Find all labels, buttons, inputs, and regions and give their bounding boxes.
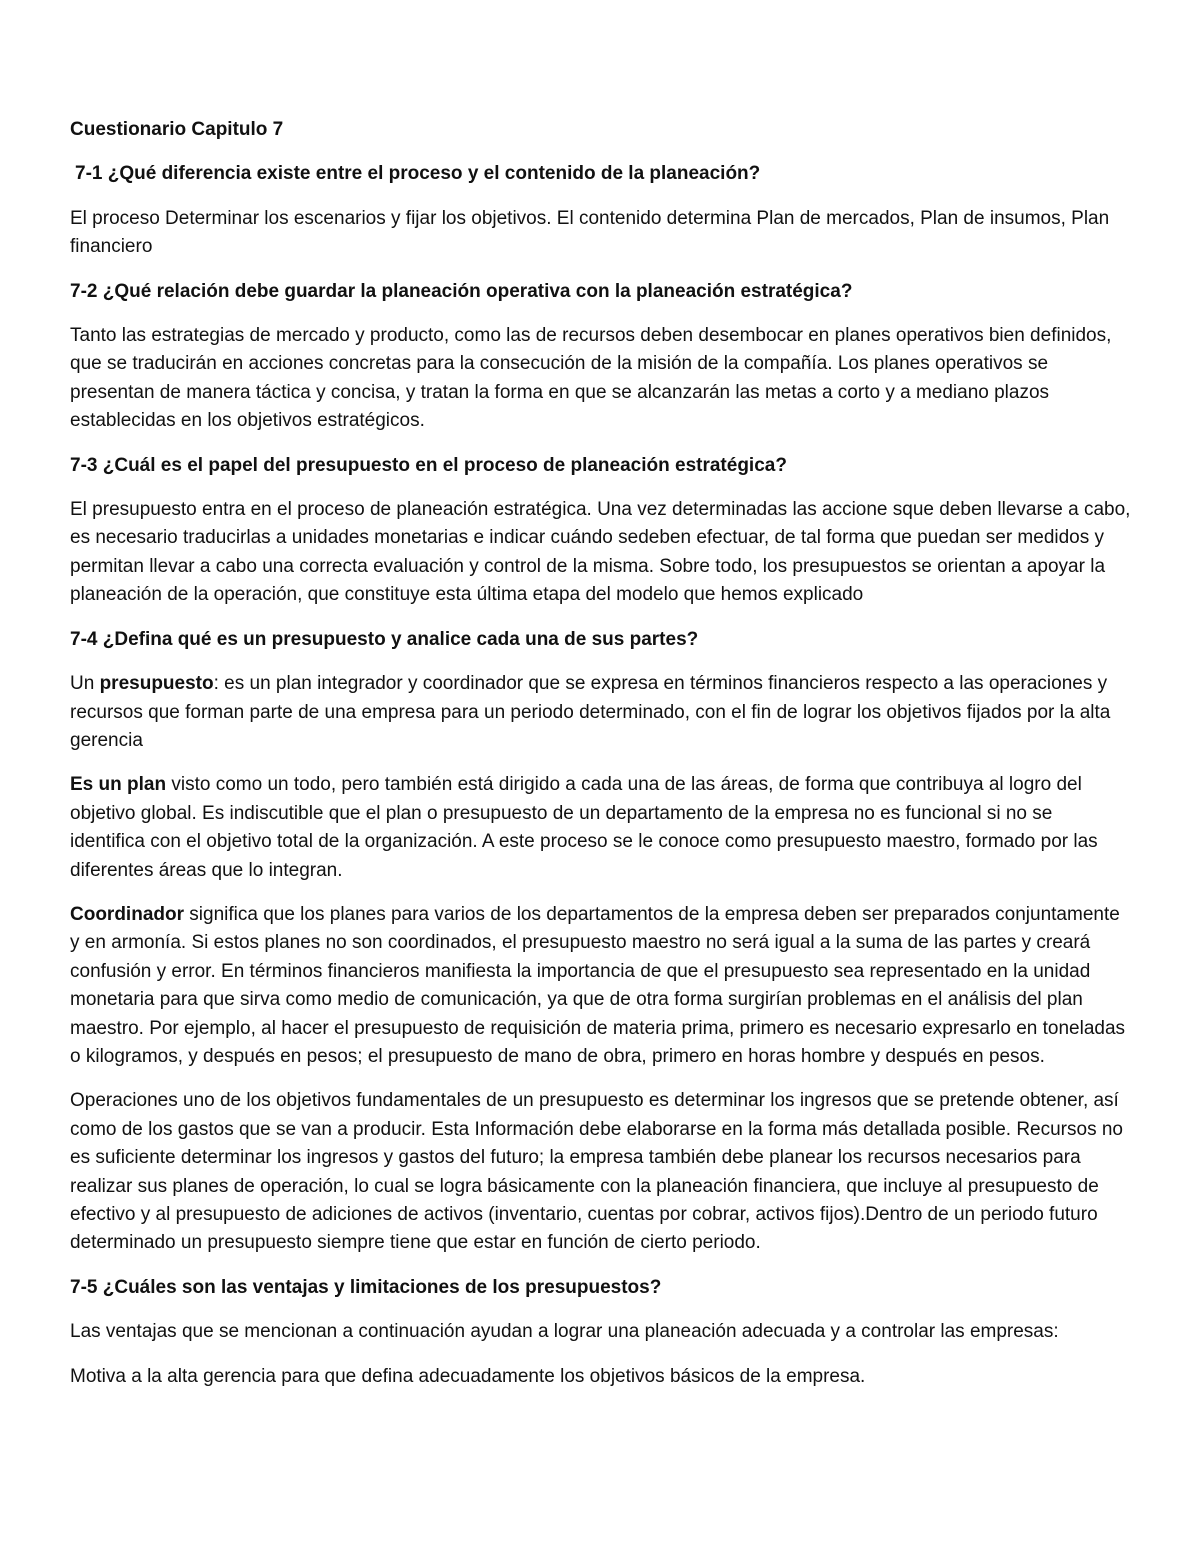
answer-7-5-first-advantage: Motiva a la alta gerencia para que defina adecuadamente los objetivos básicos de la empresa. bbox=[70, 1365, 866, 1387]
answer-7-5-intro: Las ventajas que se mencionan a continuación ayudan a lograr una planeación adecuada y a controlar las empresas: bbox=[70, 1321, 1059, 1343]
answer-7-3: El presupuesto entra en el proceso de planeación estratégica. Una vez determinadas las accione sque deben llevarse a cabo, es necesario traducirlas a unidades monetarias e indicar cuándo sedeben efectuar, de tal forma que puedan ser medidos y permitan llevar a cabo una correcta evaluación y control de la misma. Sobre todo, los presupuestos se orientan a apoyar la planeación de la operación, que constituye esta última etapa del modelo que hemos explicado bbox=[70, 499, 1131, 606]
answer-7-4-coordinador bbox=[70, 901, 1132, 1071]
document-page bbox=[70, 116, 1132, 1407]
question-7-2: 7-2 ¿Qué relación debe guardar la planeación operativa con la planeación estratégica? bbox=[70, 280, 853, 302]
answer-definition-text: : es un plan integrador y coordinador que se expresa en términos financieros respecto a las operaciones y recursos que forman parte de una empresa para un periodo determinado, con el fin de lograr los objetivos fijados por la alta gerencia bbox=[70, 673, 1111, 751]
question-7-1: 7-1 ¿Qué diferencia existe entre el proceso y el contenido de la planeación? bbox=[75, 163, 761, 185]
term-es-un-plan: Es un plan bbox=[70, 774, 167, 796]
answer-lead-text: Un bbox=[70, 673, 100, 695]
question-7-4: 7-4 ¿Defina qué es un presupuesto y analice cada una de sus partes? bbox=[70, 628, 699, 650]
document-title: Cuestionario Capitulo 7 bbox=[70, 119, 284, 140]
answer-7-2: Tanto las estrategias de mercado y producto, como las de recursos deben desembocar en planes operativos bien definidos, que se traducirán en acciones concretas para la consecución de la misión de la compañía. Los planes operativos se presentan de manera táctica y concisa, y tratan la forma en que se alcanzarán las metas a corto y a mediano plazos establecidas en los objetivos estratégicos. bbox=[70, 325, 1112, 432]
answer-7-1: El proceso Determinar los escenarios y fijar los objetivos. El contenido determina Plan de mercados, Plan de insumos, Plan financiero bbox=[70, 207, 1110, 258]
answer-plan-text: visto como un todo, pero también está dirigido a cada una de las áreas, de forma que contribuya al logro del objetivo global. Es indiscutible que el plan o presupuesto de un departamento de la empresa no es funcional si no se identifica con el objetivo total de la organización. A este proceso se le conoce como presupuesto maestro, formado por las diferentes áreas que lo integran. bbox=[70, 774, 1098, 881]
question-7-5: 7-5 ¿Cuáles son las ventajas y limitaciones de los presupuestos? bbox=[70, 1276, 662, 1298]
answer-7-4-plan bbox=[70, 771, 1132, 885]
term-coordinador: Coordinador bbox=[70, 903, 184, 925]
question-7-3: 7-3 ¿Cuál es el papel del presupuesto en el proceso de planeación estratégica? bbox=[70, 454, 787, 476]
term-presupuesto: presupuesto bbox=[99, 673, 214, 695]
answer-7-4-operaciones: Operaciones uno de los objetivos fundamentales de un presupuesto es determinar los ingresos que se pretende obtener, así como de los gastos que se van a producir. Esta Información debe elaborarse en la forma más detallada posible. Recursos no es suficiente determinar los ingresos y gastos del futuro; la empresa también debe planear los recursos necesarios para realizar sus planes de operación, lo cual se logra básicamente con la planeación financiera, que incluye al presupuesto de efectivo y al presupuesto de adiciones de activos (inventario, cuentas por cobrar, activos fijos).Dentro de un periodo futuro determinado un presupuesto siempre tiene que estar en función de cierto periodo. bbox=[70, 1090, 1123, 1254]
answer-7-4-definition bbox=[70, 670, 1132, 755]
answer-coordinador-text: significa que los planes para varios de los departamentos de la empresa deben ser preparados conjuntamente y en armonía. Si estos planes no son coordinados, el presupuesto maestro no será igual a la suma de las partes y creará confusión y error. En términos financieros manifiesta la importancia de que el presupuesto sea representado en la unidad monetaria para que sirva como medio de comunicación, ya que de otra forma surgirían problemas en el análisis del plan maestro. Por ejemplo, al hacer el presupuesto de requisición de materia prima, primero es necesario expresarlo en toneladas o kilogramos, y después en pesos; el presupuesto de mano de obra, primero en horas hombre y después en pesos. bbox=[70, 903, 1126, 1067]
